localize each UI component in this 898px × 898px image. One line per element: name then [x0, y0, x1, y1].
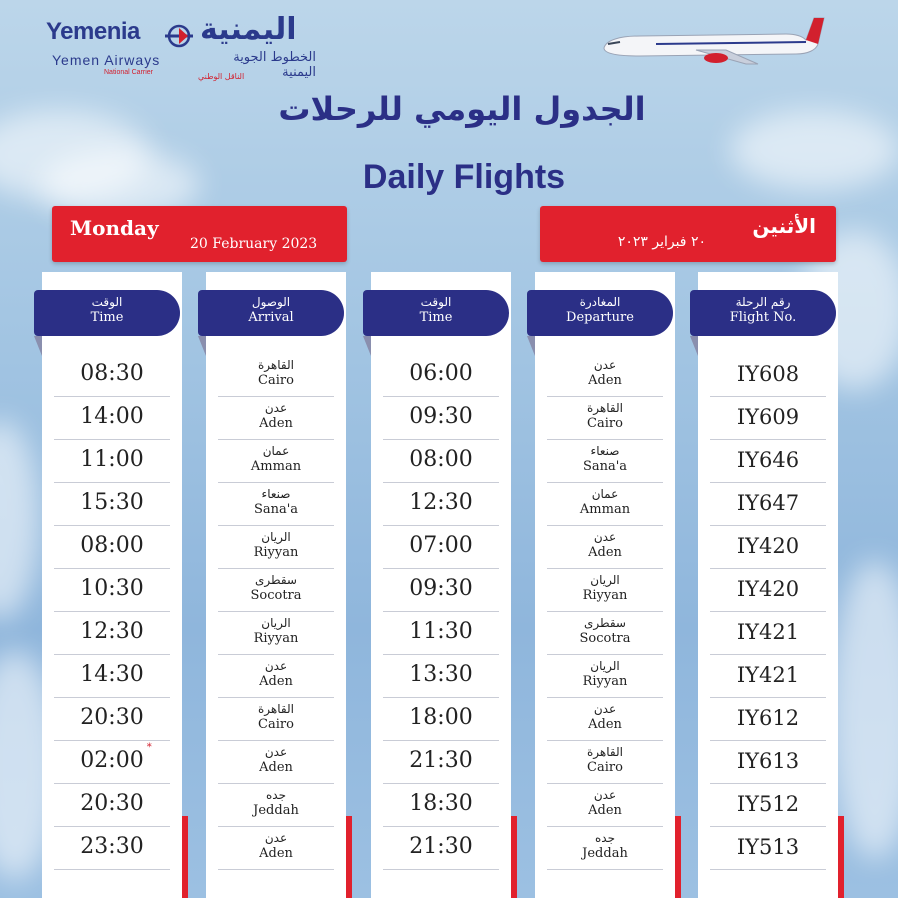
city-name-ar: عدن [593, 702, 617, 716]
flight-time [80, 827, 143, 867]
column-arrival-time [42, 272, 182, 898]
flight-time [409, 655, 472, 695]
city-name-ar: عدن [264, 659, 288, 673]
table-cell [383, 483, 499, 526]
table-cell [710, 397, 826, 440]
city-name-en: Sana'a [582, 459, 628, 474]
flight-time [409, 827, 472, 867]
table-cell [54, 483, 170, 526]
city-name-en: Aden [588, 717, 622, 732]
airplane-icon [596, 14, 826, 74]
table-cell [383, 741, 499, 784]
flight-time [80, 397, 143, 437]
city-name-ar: جده [594, 831, 615, 845]
table-cell [218, 526, 334, 569]
table-cell [218, 354, 334, 397]
table-cell [547, 483, 663, 526]
flight-number: IY512 [736, 792, 800, 816]
time-value: 02:00 [80, 748, 144, 773]
day-label-ar: الأثنين [752, 214, 816, 238]
table-cell [383, 612, 499, 655]
city-name-ar: صنعاء [590, 444, 620, 458]
header-label-en: Departure [566, 310, 634, 325]
table-cell [710, 612, 826, 655]
column-header-arrival [198, 290, 344, 336]
table-cell [218, 483, 334, 526]
city-name-en: Aden [588, 373, 622, 388]
table-cell [710, 440, 826, 483]
table-cell [547, 440, 663, 483]
table-cell [547, 612, 663, 655]
city-name-en: Riyyan [253, 631, 299, 646]
next-day-marker: * [146, 742, 152, 753]
table-cell [218, 569, 334, 612]
city-name-en: Cairo [587, 416, 623, 431]
time-value: 14:00 [80, 404, 144, 429]
city-name-ar: الريان [261, 616, 291, 630]
flight-time [80, 440, 143, 480]
time-value: 18:30 [409, 791, 473, 816]
table-cell [710, 569, 826, 612]
time-value: 06:00 [409, 361, 473, 386]
city-name-en: Riyyan [582, 674, 628, 689]
flight-number: IY609 [736, 405, 800, 429]
city-name-ar: القاهرة [587, 401, 623, 415]
city-name-en: Aden [588, 803, 622, 818]
column-header-flight-no [690, 290, 836, 336]
flight-time [80, 483, 143, 523]
brand-subtitle-en: Yemen Airways [52, 52, 161, 68]
table-cell [383, 784, 499, 827]
day-label-en: Monday [70, 216, 159, 240]
city-name-en: Cairo [587, 760, 623, 775]
time-value: 21:30 [409, 834, 473, 859]
carrier-label-en: National Carrier [104, 69, 154, 76]
column-header-arrival-time [34, 290, 180, 336]
header-label-ar: رقم الرحلة [735, 295, 791, 309]
city-name-en: Riyyan [582, 588, 628, 603]
table-cell [383, 440, 499, 483]
flight-time [80, 655, 143, 695]
date-banner-ar [540, 206, 836, 262]
column-flight-no [698, 272, 838, 898]
city-name-ar: عمان [591, 487, 619, 501]
flight-time [409, 741, 472, 781]
column-header-departure [527, 290, 673, 336]
city-name-en: Sana'a [253, 502, 299, 517]
flight-time [409, 397, 472, 437]
page-title-en: Daily Flights [362, 158, 566, 196]
flight-time [80, 612, 143, 652]
brand-subtitle-ar: الخطوط الجوية اليمنية [233, 50, 316, 80]
city-name-ar: عدن [264, 745, 288, 759]
city-name-en: Riyyan [253, 545, 299, 560]
flight-time [80, 526, 143, 566]
time-value: 12:30 [409, 490, 473, 515]
column-header-departure-time [363, 290, 509, 336]
time-value: 13:30 [409, 662, 473, 687]
flight-time [409, 569, 472, 609]
table-cell [218, 698, 334, 741]
flight-time [409, 354, 472, 394]
column-departure [535, 272, 675, 898]
header-label-ar: الوصول [251, 295, 291, 309]
table-cell [54, 397, 170, 440]
table-cell [218, 784, 334, 827]
time-value: 11:30 [409, 619, 473, 644]
table-cell [383, 526, 499, 569]
city-name-en: Amman [579, 502, 631, 517]
brand-name-ar: اليمنية [200, 12, 297, 47]
city-name-ar: جده [265, 788, 286, 802]
time-value: 09:30 [409, 576, 473, 601]
table-cell [54, 354, 170, 397]
city-name-ar: الريان [590, 659, 620, 673]
flight-time [80, 569, 143, 609]
table-cell [710, 698, 826, 741]
time-value: 20:30 [80, 791, 144, 816]
table-cell [710, 526, 826, 569]
table-cell [383, 569, 499, 612]
yemenia-logo [46, 14, 316, 94]
table-cell [218, 612, 334, 655]
table-cell [218, 655, 334, 698]
city-name-en: Aden [588, 545, 622, 560]
flight-number: IY420 [736, 534, 800, 558]
table-cell [710, 483, 826, 526]
table-cell [547, 827, 663, 870]
table-cell [54, 612, 170, 655]
city-name-en: Amman [250, 459, 302, 474]
table-cell [547, 655, 663, 698]
time-value: 08:00 [409, 447, 473, 472]
time-value: 08:30 [80, 361, 144, 386]
table-cell [710, 827, 826, 870]
city-name-ar: عدن [593, 358, 617, 372]
column-arrival [206, 272, 346, 898]
table-cell [547, 741, 663, 784]
table-cell [710, 784, 826, 827]
time-value: 10:30 [80, 576, 144, 601]
table-cell [54, 440, 170, 483]
table-cell [710, 741, 826, 784]
city-name-en: Aden [259, 416, 293, 431]
city-name-ar: سقطرى [584, 616, 626, 630]
cloud [0, 420, 40, 620]
page-title-ar: الجدول اليومي للرحلات [278, 90, 646, 128]
yemenia-emblem-icon [162, 24, 196, 48]
column-departure-time [371, 272, 511, 898]
table-cell [218, 741, 334, 784]
header-label-ar: الوقت [420, 295, 452, 309]
table-cell [547, 569, 663, 612]
table-cell [54, 526, 170, 569]
carrier-label-ar: الناقل الوطني [198, 72, 245, 81]
table-cell [710, 655, 826, 698]
flight-time [409, 483, 472, 523]
city-name-en: Jeddah [582, 846, 628, 861]
time-value: 20:30 [80, 705, 144, 730]
table-cell [383, 827, 499, 870]
time-value: 09:30 [409, 404, 473, 429]
table-cell [383, 698, 499, 741]
city-name-ar: سقطرى [255, 573, 297, 587]
city-name-en: Socotra [579, 631, 631, 646]
time-value: 15:30 [80, 490, 144, 515]
table-cell [54, 784, 170, 827]
time-value: 21:30 [409, 748, 473, 773]
flight-number: IY646 [736, 448, 800, 472]
flight-time [409, 698, 472, 738]
time-value: 18:00 [409, 705, 473, 730]
table-cell [54, 741, 170, 784]
table-cell [54, 698, 170, 741]
city-name-ar: القاهرة [587, 745, 623, 759]
city-name-ar: الريان [261, 530, 291, 544]
flight-number: IY420 [736, 577, 800, 601]
header-label-ar: المغادرة [579, 295, 621, 309]
time-value: 07:00 [409, 533, 473, 558]
city-name-en: Aden [259, 846, 293, 861]
flight-time [409, 440, 472, 480]
table-cell [547, 698, 663, 741]
header-label-en: Arrival [248, 310, 294, 325]
flight-time [80, 354, 143, 394]
table-cell [547, 354, 663, 397]
city-name-en: Jeddah [253, 803, 299, 818]
city-name-en: Socotra [250, 588, 302, 603]
table-cell [710, 354, 826, 397]
city-name-en: Aden [259, 760, 293, 775]
date-label-en: 20 February 2023 [190, 236, 318, 252]
flight-number: IY608 [736, 362, 800, 386]
brand-name-en: Yemenia [46, 18, 140, 45]
city-name-ar: القاهرة [258, 702, 294, 716]
city-name-ar: عدن [593, 788, 617, 802]
table-cell [218, 440, 334, 483]
city-name-ar: الريان [590, 573, 620, 587]
table-cell [54, 655, 170, 698]
header-label-en: Time [419, 310, 453, 325]
time-value: 12:30 [80, 619, 144, 644]
table-cell [383, 397, 499, 440]
table-cell [54, 827, 170, 870]
table-cell [218, 827, 334, 870]
table-cell [547, 784, 663, 827]
time-value: 23:30 [80, 834, 144, 859]
flight-number: IY421 [736, 663, 800, 687]
flight-time [80, 698, 143, 738]
city-name-ar: صنعاء [261, 487, 291, 501]
table-cell [547, 397, 663, 440]
flight-number: IY613 [736, 749, 800, 773]
flight-time [409, 784, 472, 824]
flight-number: IY612 [736, 706, 800, 730]
city-name-en: Cairo [258, 373, 294, 388]
city-name-ar: عدن [264, 401, 288, 415]
header-label-en: Flight No. [729, 310, 797, 325]
table-cell [547, 526, 663, 569]
date-label-ar: ٢٠ فبراير ٢٠٢٣ [617, 234, 706, 250]
flight-time [409, 612, 472, 652]
flight-number: IY513 [736, 835, 800, 859]
city-name-ar: عدن [593, 530, 617, 544]
table-cell [218, 397, 334, 440]
table-cell [383, 655, 499, 698]
city-name-ar: القاهرة [258, 358, 294, 372]
flight-number: IY421 [736, 620, 800, 644]
time-value: 14:30 [80, 662, 144, 687]
header-label-ar: الوقت [91, 295, 123, 309]
cloud [830, 560, 898, 860]
city-name-en: Aden [259, 674, 293, 689]
city-name-ar: عمان [262, 444, 290, 458]
flight-time [80, 784, 143, 824]
date-banner-en [52, 206, 347, 262]
table-cell [54, 569, 170, 612]
table-cell [383, 354, 499, 397]
time-value: 11:00 [80, 447, 144, 472]
header-label-en: Time [90, 310, 124, 325]
flight-time [409, 526, 472, 566]
flight-number: IY647 [736, 491, 800, 515]
flight-time [80, 741, 152, 781]
city-name-en: Cairo [258, 717, 294, 732]
city-name-ar: عدن [264, 831, 288, 845]
time-value: 08:00 [80, 533, 144, 558]
